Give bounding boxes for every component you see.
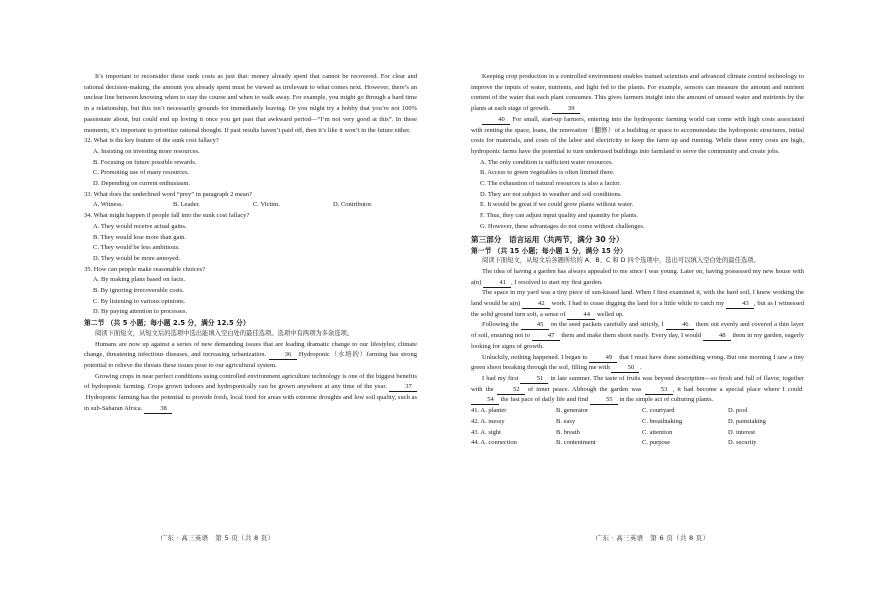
blank-45: 45 <box>521 321 549 330</box>
blank-44: 44 <box>567 311 595 320</box>
paragraph-text: that I must have done something wrong. But one morning I saw a tiny green shoot breaking through the soil, filling me with <box>471 353 804 372</box>
blank-55: 55 <box>590 396 618 405</box>
option-a: A. The only condition is sufficient water resources. <box>480 158 614 166</box>
paragraph-text: The idea of having a garden has always appealed to me since I was young. Later on, having possessed my new house with a(n) <box>471 267 804 286</box>
blank-36: 36 <box>269 351 297 360</box>
question-33: 33. What does the underlined word “prey” in paragraph 2 mean? <box>84 190 252 198</box>
paragraph-text: work. I had to cease digging the land for a little while to catch my <box>551 300 725 308</box>
question-35: 35. How can people make reasonable choices? <box>84 265 206 273</box>
q42-option-b: B. easy <box>556 417 576 425</box>
blank-40: 40 <box>482 116 510 125</box>
paragraph-text: them and make them shoot easily. Every day, I would <box>561 332 702 340</box>
section-2-instructions: 阅读下面短文，从短文后的选项中选出能填入空白处的最佳选项。选项中有两项为多余选项。 <box>95 329 354 337</box>
q35-option-b: B. By ignoring irrecoverable costs. <box>93 287 184 295</box>
paragraph-text: The space in my yard was a tiny piece of sun-kissed land. When I first examined it, with the hard soil, I knew working the land would be a(n) <box>471 289 804 308</box>
blank-51: 51 <box>520 375 548 384</box>
blank-49: 49 <box>589 354 617 363</box>
paragraph-text: . <box>639 364 642 372</box>
paragraph-text: , I resolved to start my first garden. <box>511 278 603 286</box>
q42-option-d: D. painstaking <box>728 417 766 425</box>
q43-option-d: D. interest <box>728 428 756 436</box>
paragraph-text: welled up. <box>596 310 624 318</box>
section-2-title: 第二节 （共 5 小题；每小题 2.5 分，满分 12.5 分） <box>84 319 250 328</box>
q44-option-c: C. purpose <box>642 439 671 447</box>
q32-option-b: B. Focusing on future possible rewards. <box>93 158 197 166</box>
cloze-options-43 <box>471 428 804 439</box>
option-b: B. Access to green vegetables is often limited there. <box>480 169 615 177</box>
blank-50: 50 <box>611 364 639 373</box>
q35-option-c: C. By listening to various opinions. <box>93 297 186 305</box>
q44-option-b: B. contentment <box>556 439 596 447</box>
blank-52: 52 <box>497 386 525 395</box>
section-1-title: 第一节 （共 15 小题；每小题 1 分，满分 15 分） <box>471 246 627 255</box>
cloze-paragraph-5 <box>471 374 804 406</box>
cloze-paragraph-4 <box>471 353 804 374</box>
q33-option-c: C. Victim. <box>253 201 280 209</box>
q43-option-c: C. attention <box>642 428 673 436</box>
option-c: C. The exhaustion of natural resources is also a factor. <box>480 180 621 188</box>
paragraph-text: them in my garden, eagerly looking for signs of growth. <box>471 332 805 350</box>
cloze-options-41 <box>471 406 804 417</box>
question-32: 32. What is the key feature of the sunk cost fallacy? <box>84 137 219 145</box>
paragraph-text: the fast pace of daily life and find <box>500 396 589 404</box>
paragraph-text: them out evenly and covered a thin layer of soil, ensuring not to <box>471 321 805 340</box>
q34-option-a: A. They would receive actual gains. <box>93 222 187 230</box>
q32-option-c: C. Promoting use of many resources. <box>93 169 190 177</box>
paragraph-text: Unluckily, nothing happened. I began to <box>482 353 588 361</box>
blank-43: 43 <box>726 300 754 309</box>
hydroponic-paragraph-3 <box>471 72 804 115</box>
blank-54: 54 <box>471 396 499 405</box>
paragraph-text: in late summer. The taste of fruits was beyond description—so fresh and full of flavor, together with the <box>471 374 805 393</box>
paragraph-text: , it had become a special place where I could <box>672 385 803 393</box>
blank-46: 46 <box>666 321 694 330</box>
q32-option-a: A. Insisting on investing more resources. <box>93 147 200 155</box>
paragraph-text: on the seed packets carefully and strictly, I <box>550 321 664 329</box>
paragraph-text: Hydroponic（水培的）farming has strong potential to relieve the threats these issues pose to our agricultural system. <box>84 351 417 369</box>
q34-option-b: B. They would lose more than gain. <box>93 233 187 241</box>
option-f: F. Thus, they can adjust input quality and quantity for plants. <box>480 212 639 220</box>
blank-39: 39 <box>552 105 580 114</box>
option-d: D. They are not subject to weather and soil conditions. <box>480 190 622 198</box>
q44-option-d: D. security <box>728 439 757 447</box>
blank-37: 37 <box>389 383 417 392</box>
sunk-cost-paragraph: It’s important to reconsider these sunk costs as just that: money already spent that cannot be recovered. For clear and rational decision-making, the amount you already spent must be viewed as irrelevant to what comes next. However, there’s an unclear line between knowing when to stay the course and when to walk away. For example, you might go through a hard time in a relationship, but this isn’t necessarily grounds for immediately leaving. Or you might try a hobby that you’re not 100% passionate about, but could end up loving it once you get past that awkward period—“I’m not very good at this”. In these moments, it’s important to prioritize rational thought. If past results haven’t paid off, then it’s like it won’t in the future either. <box>84 73 417 134</box>
blank-48: 48 <box>703 332 731 341</box>
q41-option-a: 41. A. planter <box>471 407 507 415</box>
q43-option-b: B. breath <box>556 428 580 436</box>
blank-41: 41 <box>483 279 511 288</box>
section-1-instructions: 阅读下面短文，从短文后各题所给的 A、B、C 和 D 四个选项中，选出可以填入空白处的最佳选项。 <box>482 257 760 265</box>
q41-option-c: C. courtyard <box>642 407 675 415</box>
paragraph-text: Keeping crop production in a controlled environment enables trained scientists and advanced climate control technology to improve the inputs of water, nutrients, and light fed to the plants. For example, sensors can measure the amount and nutrient content of the water that each plant consumes. This gives farmers insight into the amount of unused water and nutrients by the plants at each stage of growth. <box>471 73 804 113</box>
blank-53: 53 <box>645 386 673 395</box>
paragraph-text: Growing crops in near perfect conditions using controlled environment agriculture technology is one of the biggest benefits of hydroponic farming. Crops grown indoors and hydroponically can be grown anywhere at any time of the year. <box>84 372 417 391</box>
q42-option-c: C. breathtaking <box>642 417 683 425</box>
hydroponic-paragraph-4 <box>471 115 804 158</box>
q43-option-a: 43. A. sight <box>471 428 501 436</box>
paragraph-text: Following the <box>482 321 519 329</box>
q44-option-a: 44. A. connection <box>471 439 517 447</box>
page-footer-left: 广东 · 高三英语 第 5 页（共 8 页） <box>160 534 275 542</box>
hydroponic-paragraph-1 <box>84 340 417 372</box>
option-g: G. However, these advantages do not come without challenges. <box>480 222 645 230</box>
paragraph-text: Hydroponic farming has the potential to provide fresh, local food for areas with extreme droughts and low soil quality, such as in sub-Saharan Africa. <box>84 394 418 412</box>
q33-option-a: A. Witness. <box>93 201 124 209</box>
cloze-paragraph-1 <box>471 267 804 288</box>
q41-option-b: B. generator <box>556 407 589 415</box>
paragraph-text: in the simple act of culturing plants. <box>619 396 714 404</box>
q32-option-d: D. Depending on current enthusiasm. <box>93 180 191 188</box>
question-34: 34. What might happen if people fall into the sunk cost fallacy? <box>84 212 250 220</box>
q35-option-a: A. By making plans based on facts. <box>93 276 186 284</box>
q33-options <box>84 200 417 211</box>
right-column <box>471 72 804 449</box>
blank-47: 47 <box>532 332 560 341</box>
q41-option-d: D. pool <box>728 407 748 415</box>
cloze-paragraph-3 <box>471 320 804 352</box>
cloze-options-42 <box>471 417 804 428</box>
blank-42: 42 <box>522 300 550 309</box>
paragraph-text: For small, start-up farmers, entering into the hydroponic farming world can come with high costs associated with renting the space, loans, the renovation（翻修）of a building or space to accommodate the hydroponic structures, initial costs for materials, and costs of the labor and electricity to keep the farm up and running. While these entry costs are high, hydroponic farms have the potential to turn underused buildings into farmland to serve the community and create jobs. <box>471 115 805 155</box>
left-column <box>84 72 417 415</box>
paragraph-text: Humans are now up against a series of new demanding issues that are leading dramatic change to our lifestyles; climate change, threatening infectious diseases, and increasing urbanization. <box>84 340 417 359</box>
option-e: E. It would be great if we could grow plants without water. <box>480 201 634 209</box>
part-3-title: 第三部分 语言运用（共两节，满分 30 分） <box>471 234 624 244</box>
q35-option-d: D. By paying attention to processes. <box>93 308 188 316</box>
exam-page-6 <box>435 0 870 615</box>
hydroponic-paragraph-2 <box>84 372 417 415</box>
cloze-options-44 <box>471 438 804 449</box>
q33-option-b: B. Leader. <box>173 201 200 209</box>
q42-option-a: 42. A. messy <box>471 417 505 425</box>
paragraph-text: , but as I witnessed the solid ground turn soft, a sense of <box>471 300 804 318</box>
q33-option-d: D. Contributor. <box>333 201 373 209</box>
q34-option-c: C. They would be less ambitious. <box>93 244 180 252</box>
page-footer-right: 广东 · 高三英语 第 6 页（共 8 页） <box>595 534 710 542</box>
q34-option-d: D. They would be more annoyed. <box>93 254 181 262</box>
paragraph-text: I had my first <box>482 374 519 382</box>
paragraph-text: of inner peace. Although the garden was <box>527 385 642 393</box>
blank-38: 38 <box>144 405 172 414</box>
cloze-paragraph-2 <box>471 288 804 320</box>
